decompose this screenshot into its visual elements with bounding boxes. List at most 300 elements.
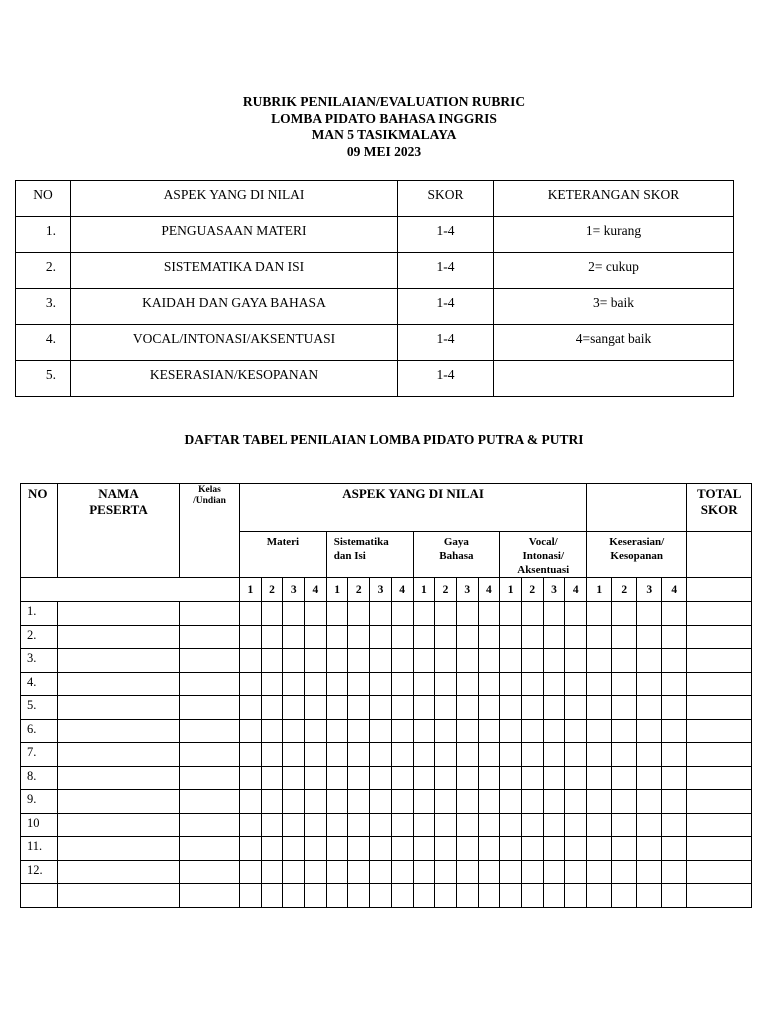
score-cell xyxy=(612,766,637,790)
score-cell xyxy=(261,766,283,790)
participant-no: 1. xyxy=(21,602,58,626)
score-cell xyxy=(637,672,662,696)
aspect-vocal-line3: Aksentuasi xyxy=(517,564,570,576)
score-cell xyxy=(370,719,392,743)
participant-name-cell xyxy=(58,719,180,743)
score-cell xyxy=(565,602,587,626)
score-cell xyxy=(348,790,370,814)
score-cell xyxy=(413,766,435,790)
score-cell xyxy=(435,672,457,696)
aspect-vocal-line1: Vocal/ xyxy=(528,536,558,548)
score-cell xyxy=(413,696,435,720)
score-cell xyxy=(305,625,327,649)
score-cell xyxy=(456,649,478,673)
score-cell xyxy=(478,790,500,814)
score-cell xyxy=(456,860,478,884)
score-cell xyxy=(521,696,543,720)
score-cell xyxy=(261,743,283,767)
participant-no: 7. xyxy=(21,743,58,767)
header-event: LOMBA PIDATO BAHASA INGGRIS xyxy=(271,110,497,126)
score-cell xyxy=(637,860,662,884)
score-cell xyxy=(261,602,283,626)
score-cell xyxy=(305,719,327,743)
score-cell xyxy=(478,860,500,884)
score-cell xyxy=(435,766,457,790)
score-cell xyxy=(326,743,348,767)
score-cell xyxy=(391,837,413,861)
aspect-vocal xyxy=(500,532,587,578)
score-cell xyxy=(456,743,478,767)
rubric-skor: 1-4 xyxy=(398,217,494,253)
score-cell xyxy=(587,860,612,884)
participant-name-cell xyxy=(58,696,180,720)
score-cell xyxy=(612,719,637,743)
score-cell xyxy=(565,672,587,696)
score-cell xyxy=(305,649,327,673)
score-cell xyxy=(521,625,543,649)
score-cell xyxy=(391,743,413,767)
number-row-blank xyxy=(21,578,240,602)
kelas-line2: /Undian xyxy=(193,496,226,506)
score-cell xyxy=(283,649,305,673)
score-cell xyxy=(612,860,637,884)
score-number: 4 xyxy=(662,578,687,602)
participant-row xyxy=(21,813,752,837)
score-cell xyxy=(348,672,370,696)
score-cell xyxy=(662,649,687,673)
score-cell xyxy=(391,813,413,837)
score-cell xyxy=(587,625,612,649)
rubric-keterangan: 4=sangat baik xyxy=(494,325,734,361)
score-cell xyxy=(612,837,637,861)
score-cell xyxy=(326,672,348,696)
score-cell xyxy=(261,696,283,720)
score-number: 4 xyxy=(478,578,500,602)
number-row-total-blank xyxy=(687,578,752,602)
score-cell xyxy=(283,719,305,743)
score-cell xyxy=(456,672,478,696)
rubric-no: 1. xyxy=(16,217,71,253)
score-cell xyxy=(391,672,413,696)
score-cell xyxy=(348,625,370,649)
score-cell xyxy=(521,813,543,837)
rubric-header-skor: SKOR xyxy=(398,181,494,217)
rubric-row xyxy=(16,361,734,397)
score-cell xyxy=(478,719,500,743)
score-cell xyxy=(283,743,305,767)
score-cell xyxy=(261,790,283,814)
score-number: 3 xyxy=(283,578,305,602)
rubric-skor: 1-4 xyxy=(398,289,494,325)
score-cell xyxy=(413,602,435,626)
score-cell xyxy=(391,602,413,626)
rubric-aspek: SISTEMATIKA DAN ISI xyxy=(71,253,398,289)
score-number-row xyxy=(21,578,752,602)
aspect-keserasian-line1: Keserasian/ xyxy=(609,536,665,548)
score-cell xyxy=(305,766,327,790)
score-cell xyxy=(543,625,565,649)
score-cell xyxy=(326,790,348,814)
score-number: 3 xyxy=(543,578,565,602)
score-cell xyxy=(500,813,522,837)
participant-kelas-cell xyxy=(180,602,240,626)
kelas-line1: Kelas xyxy=(198,485,221,495)
score-cell xyxy=(456,696,478,720)
rubric-no: 3. xyxy=(16,289,71,325)
aspect-gaya xyxy=(413,532,500,578)
score-cell xyxy=(348,813,370,837)
score-cell xyxy=(326,625,348,649)
score-cell xyxy=(348,696,370,720)
score-cell xyxy=(662,766,687,790)
score-cell xyxy=(543,884,565,908)
score-cell xyxy=(370,743,392,767)
score-number: 2 xyxy=(261,578,283,602)
score-cell xyxy=(521,790,543,814)
score-cell xyxy=(240,696,262,720)
score-cell xyxy=(413,743,435,767)
score-cell xyxy=(240,884,262,908)
score-cell xyxy=(662,672,687,696)
score-cell xyxy=(478,813,500,837)
total-score-cell xyxy=(687,813,752,837)
score-number: 2 xyxy=(521,578,543,602)
participant-row xyxy=(21,625,752,649)
aspect-gaya-line2: Bahasa xyxy=(439,550,474,562)
score-cell xyxy=(565,696,587,720)
score-cell xyxy=(637,696,662,720)
score-cell xyxy=(240,860,262,884)
score-cell xyxy=(348,766,370,790)
total-line1: TOTAL xyxy=(697,486,742,501)
participant-no xyxy=(21,884,58,908)
score-cell xyxy=(500,860,522,884)
participant-row xyxy=(21,649,752,673)
total-score-cell xyxy=(687,766,752,790)
participant-name-cell xyxy=(58,766,180,790)
score-cell xyxy=(240,790,262,814)
score-cell xyxy=(637,649,662,673)
score-cell xyxy=(456,719,478,743)
score-cell xyxy=(413,719,435,743)
score-cell xyxy=(500,884,522,908)
participant-kelas-cell xyxy=(180,625,240,649)
score-cell xyxy=(500,837,522,861)
participant-kelas-cell xyxy=(180,719,240,743)
score-cell xyxy=(662,625,687,649)
score-number: 4 xyxy=(565,578,587,602)
score-cell xyxy=(370,884,392,908)
score-cell xyxy=(305,743,327,767)
rubric-keterangan: 3= baik xyxy=(494,289,734,325)
score-cell xyxy=(612,649,637,673)
score-cell xyxy=(478,766,500,790)
aspect-materi xyxy=(240,532,327,578)
score-cell xyxy=(240,719,262,743)
score-cell xyxy=(413,649,435,673)
score-cell xyxy=(500,625,522,649)
score-cell xyxy=(391,649,413,673)
participant-name-cell xyxy=(58,602,180,626)
score-cell xyxy=(326,602,348,626)
score-cell xyxy=(240,766,262,790)
score-cell xyxy=(240,743,262,767)
score-cell xyxy=(543,719,565,743)
score-cell xyxy=(240,837,262,861)
score-cell xyxy=(283,813,305,837)
score-cell xyxy=(305,813,327,837)
participant-kelas-cell xyxy=(180,813,240,837)
participant-name-cell xyxy=(58,672,180,696)
score-cell xyxy=(500,696,522,720)
score-cell xyxy=(587,743,612,767)
score-number: 1 xyxy=(326,578,348,602)
aspect-sistematika xyxy=(326,532,413,578)
score-number: 4 xyxy=(305,578,327,602)
aspect-sistematika-line1: Sistematika xyxy=(333,536,389,548)
rubric-keterangan: 1= kurang xyxy=(494,217,734,253)
score-cell xyxy=(565,837,587,861)
rubric-row xyxy=(16,325,734,361)
score-table-title: DAFTAR TABEL PENILAIAN LOMBA PIDATO PUTRA & PUTRI xyxy=(184,432,584,447)
total-score-cell xyxy=(687,672,752,696)
score-number: 3 xyxy=(637,578,662,602)
score-cell xyxy=(326,837,348,861)
score-cell xyxy=(521,860,543,884)
rubric-aspek: VOCAL/INTONASI/AKSENTUASI xyxy=(71,325,398,361)
aspect-vocal-line2: Intonasi/ xyxy=(522,550,565,562)
score-cell xyxy=(326,860,348,884)
score-cell xyxy=(413,860,435,884)
participant-name-cell xyxy=(58,743,180,767)
score-cell xyxy=(478,602,500,626)
score-cell xyxy=(348,860,370,884)
score-cell xyxy=(348,743,370,767)
participant-kelas-cell xyxy=(180,860,240,884)
total-score-cell xyxy=(687,625,752,649)
participant-no: 2. xyxy=(21,625,58,649)
score-cell xyxy=(565,743,587,767)
score-cell xyxy=(612,696,637,720)
score-number: 2 xyxy=(612,578,637,602)
total-score-cell xyxy=(687,884,752,908)
score-cell xyxy=(305,672,327,696)
score-cell xyxy=(565,625,587,649)
score-cell xyxy=(261,837,283,861)
score-cell xyxy=(662,813,687,837)
score-cell xyxy=(348,649,370,673)
score-cell xyxy=(662,837,687,861)
score-cell xyxy=(500,649,522,673)
score-header-kelas xyxy=(180,484,240,578)
participant-kelas-cell xyxy=(180,696,240,720)
participant-name-cell xyxy=(58,860,180,884)
participant-kelas-cell xyxy=(180,884,240,908)
participant-row xyxy=(21,790,752,814)
score-cell xyxy=(500,719,522,743)
participant-row xyxy=(21,719,752,743)
score-cell xyxy=(391,766,413,790)
participant-kelas-cell xyxy=(180,766,240,790)
total-score-cell xyxy=(687,860,752,884)
rubric-no: 5. xyxy=(16,361,71,397)
score-cell xyxy=(348,719,370,743)
score-cell xyxy=(500,766,522,790)
total-blank xyxy=(687,532,752,578)
score-cell xyxy=(521,649,543,673)
score-cell xyxy=(478,884,500,908)
score-cell xyxy=(565,860,587,884)
score-cell xyxy=(283,884,305,908)
participant-no: 3. xyxy=(21,649,58,673)
participant-kelas-cell xyxy=(180,837,240,861)
score-cell xyxy=(478,672,500,696)
rubric-aspek: PENGUASAAN MATERI xyxy=(71,217,398,253)
score-cell xyxy=(435,813,457,837)
score-cell xyxy=(478,837,500,861)
score-cell xyxy=(283,837,305,861)
score-cell xyxy=(435,649,457,673)
total-line2: SKOR xyxy=(700,502,738,517)
score-cell xyxy=(587,766,612,790)
score-cell xyxy=(370,860,392,884)
score-cell xyxy=(521,672,543,696)
participant-row xyxy=(21,860,752,884)
participant-row xyxy=(21,884,752,908)
score-cell xyxy=(662,884,687,908)
participant-row xyxy=(21,602,752,626)
score-header-blank xyxy=(587,484,687,532)
score-cell xyxy=(543,766,565,790)
aspect-gaya-line1: Gaya xyxy=(443,536,469,548)
score-cell xyxy=(456,813,478,837)
score-cell xyxy=(478,743,500,767)
score-number: 3 xyxy=(370,578,392,602)
score-cell xyxy=(391,860,413,884)
participant-row xyxy=(21,696,752,720)
aspect-keserasian xyxy=(587,532,687,578)
score-header-nama xyxy=(58,484,180,578)
score-cell xyxy=(612,743,637,767)
score-number: 1 xyxy=(413,578,435,602)
score-cell xyxy=(370,790,392,814)
participant-row xyxy=(21,837,752,861)
rubric-table xyxy=(15,180,734,397)
score-cell xyxy=(240,625,262,649)
score-cell xyxy=(240,649,262,673)
rubric-skor: 1-4 xyxy=(398,361,494,397)
score-cell xyxy=(413,884,435,908)
total-score-cell xyxy=(687,602,752,626)
score-cell xyxy=(370,813,392,837)
score-cell xyxy=(521,884,543,908)
participant-no: 5. xyxy=(21,696,58,720)
participant-kelas-cell xyxy=(180,790,240,814)
score-cell xyxy=(587,719,612,743)
score-cell xyxy=(326,813,348,837)
score-cell xyxy=(521,837,543,861)
participant-name-cell xyxy=(58,625,180,649)
score-cell xyxy=(662,743,687,767)
score-cell xyxy=(435,625,457,649)
score-cell xyxy=(565,884,587,908)
total-score-cell xyxy=(687,719,752,743)
participant-name-cell xyxy=(58,837,180,861)
header-school: MAN 5 TASIKMALAYA xyxy=(311,127,457,142)
total-score-cell xyxy=(687,743,752,767)
score-cell xyxy=(500,672,522,696)
score-cell xyxy=(521,766,543,790)
score-cell xyxy=(456,837,478,861)
score-cell xyxy=(637,813,662,837)
score-cell xyxy=(456,766,478,790)
score-cell xyxy=(435,696,457,720)
nama-line2: PESERTA xyxy=(89,502,148,517)
score-cell xyxy=(413,625,435,649)
score-cell xyxy=(413,790,435,814)
score-cell xyxy=(283,860,305,884)
rubric-row xyxy=(16,217,734,253)
score-cell xyxy=(587,790,612,814)
score-cell xyxy=(478,625,500,649)
score-cell xyxy=(283,696,305,720)
score-cell xyxy=(391,790,413,814)
score-cell xyxy=(662,790,687,814)
score-cell xyxy=(261,860,283,884)
score-cell xyxy=(326,649,348,673)
score-cell xyxy=(326,696,348,720)
score-cell xyxy=(305,602,327,626)
score-cell xyxy=(456,790,478,814)
score-cell xyxy=(587,837,612,861)
score-cell xyxy=(543,696,565,720)
score-cell xyxy=(305,860,327,884)
rubric-keterangan xyxy=(494,361,734,397)
header-date: 09 MEI 2023 xyxy=(346,143,422,159)
participant-name-cell xyxy=(58,813,180,837)
score-cell xyxy=(261,672,283,696)
score-cell xyxy=(587,696,612,720)
score-cell xyxy=(413,837,435,861)
score-number: 2 xyxy=(435,578,457,602)
score-cell xyxy=(543,790,565,814)
document-header xyxy=(0,94,768,160)
score-cell xyxy=(587,813,612,837)
aspect-sistematika-line2: dan Isi xyxy=(333,550,366,562)
score-cell xyxy=(261,884,283,908)
total-score-cell xyxy=(687,790,752,814)
score-cell xyxy=(305,884,327,908)
score-cell xyxy=(612,813,637,837)
score-cell xyxy=(370,602,392,626)
score-cell xyxy=(587,672,612,696)
score-cell xyxy=(478,649,500,673)
score-header-total xyxy=(687,484,752,532)
rubric-skor: 1-4 xyxy=(398,325,494,361)
score-cell xyxy=(305,696,327,720)
score-cell xyxy=(637,790,662,814)
participant-no: 11. xyxy=(21,837,58,861)
score-cell xyxy=(637,719,662,743)
score-cell xyxy=(283,766,305,790)
score-cell xyxy=(662,696,687,720)
score-cell xyxy=(500,790,522,814)
participant-kelas-cell xyxy=(180,672,240,696)
rubric-aspek: KAIDAH DAN GAYA BAHASA xyxy=(71,289,398,325)
score-cell xyxy=(662,719,687,743)
score-cell xyxy=(283,625,305,649)
score-cell xyxy=(261,625,283,649)
